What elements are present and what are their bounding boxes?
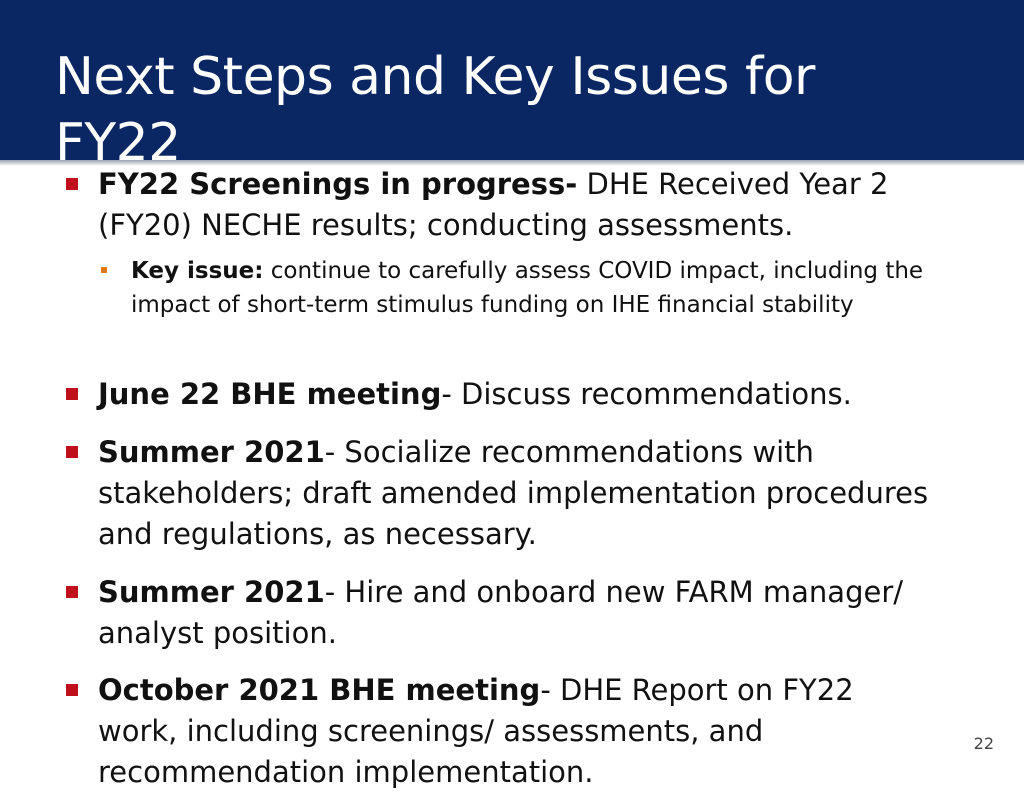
sub-bullet-body-text: continue to carefully assess COVID impact, including the impact of short-term stimulus funding on IHE financial stability bbox=[131, 258, 924, 318]
bullet-bold-text: FY22 Screenings in progress- bbox=[98, 167, 578, 201]
slide-content bbox=[0, 166, 1024, 789]
square-bullet-icon bbox=[66, 586, 78, 598]
bullet-body-text: - Socialize recommendations with stakeholders; draft amended implementation procedures and regulations, as necessary. bbox=[98, 435, 929, 551]
small-square-bullet-icon bbox=[101, 267, 107, 273]
bullet-body-text: - DHE Report on FY22 work, including screenings/ assessments, and recommendation implementation. bbox=[98, 673, 854, 789]
bullet-body-text: DHE Received Year 2 (FY20) NECHE results; conducting assessments. bbox=[98, 167, 889, 242]
bullet-body-text: - Discuss recommendations. bbox=[441, 377, 852, 411]
sub-bullet-text bbox=[131, 254, 931, 322]
page-number: 22 bbox=[973, 734, 994, 753]
square-bullet-icon bbox=[66, 684, 78, 696]
square-bullet-icon bbox=[66, 388, 78, 400]
bullet-text bbox=[98, 374, 934, 415]
bullet-bold-text: June 22 BHE meeting bbox=[98, 377, 442, 411]
square-bullet-icon bbox=[66, 446, 78, 458]
bullet-bold-text: Summer 2021 bbox=[98, 575, 325, 609]
bullet-bold-text: Summer 2021 bbox=[98, 435, 325, 469]
bullet-text bbox=[98, 670, 934, 793]
bullet-bold-text: October 2021 BHE meeting bbox=[98, 673, 541, 707]
bullet-text bbox=[98, 572, 934, 654]
bullet-text bbox=[98, 164, 934, 246]
bullet-text bbox=[98, 432, 934, 555]
bullet-body-text: - Hire and onboard new FARM manager/ analyst position. bbox=[98, 575, 904, 650]
slide-title: Next Steps and Key Issues for FY22 bbox=[55, 47, 815, 173]
sub-bullet-bold-text: Key issue: bbox=[131, 258, 264, 284]
square-bullet-icon bbox=[66, 178, 78, 190]
